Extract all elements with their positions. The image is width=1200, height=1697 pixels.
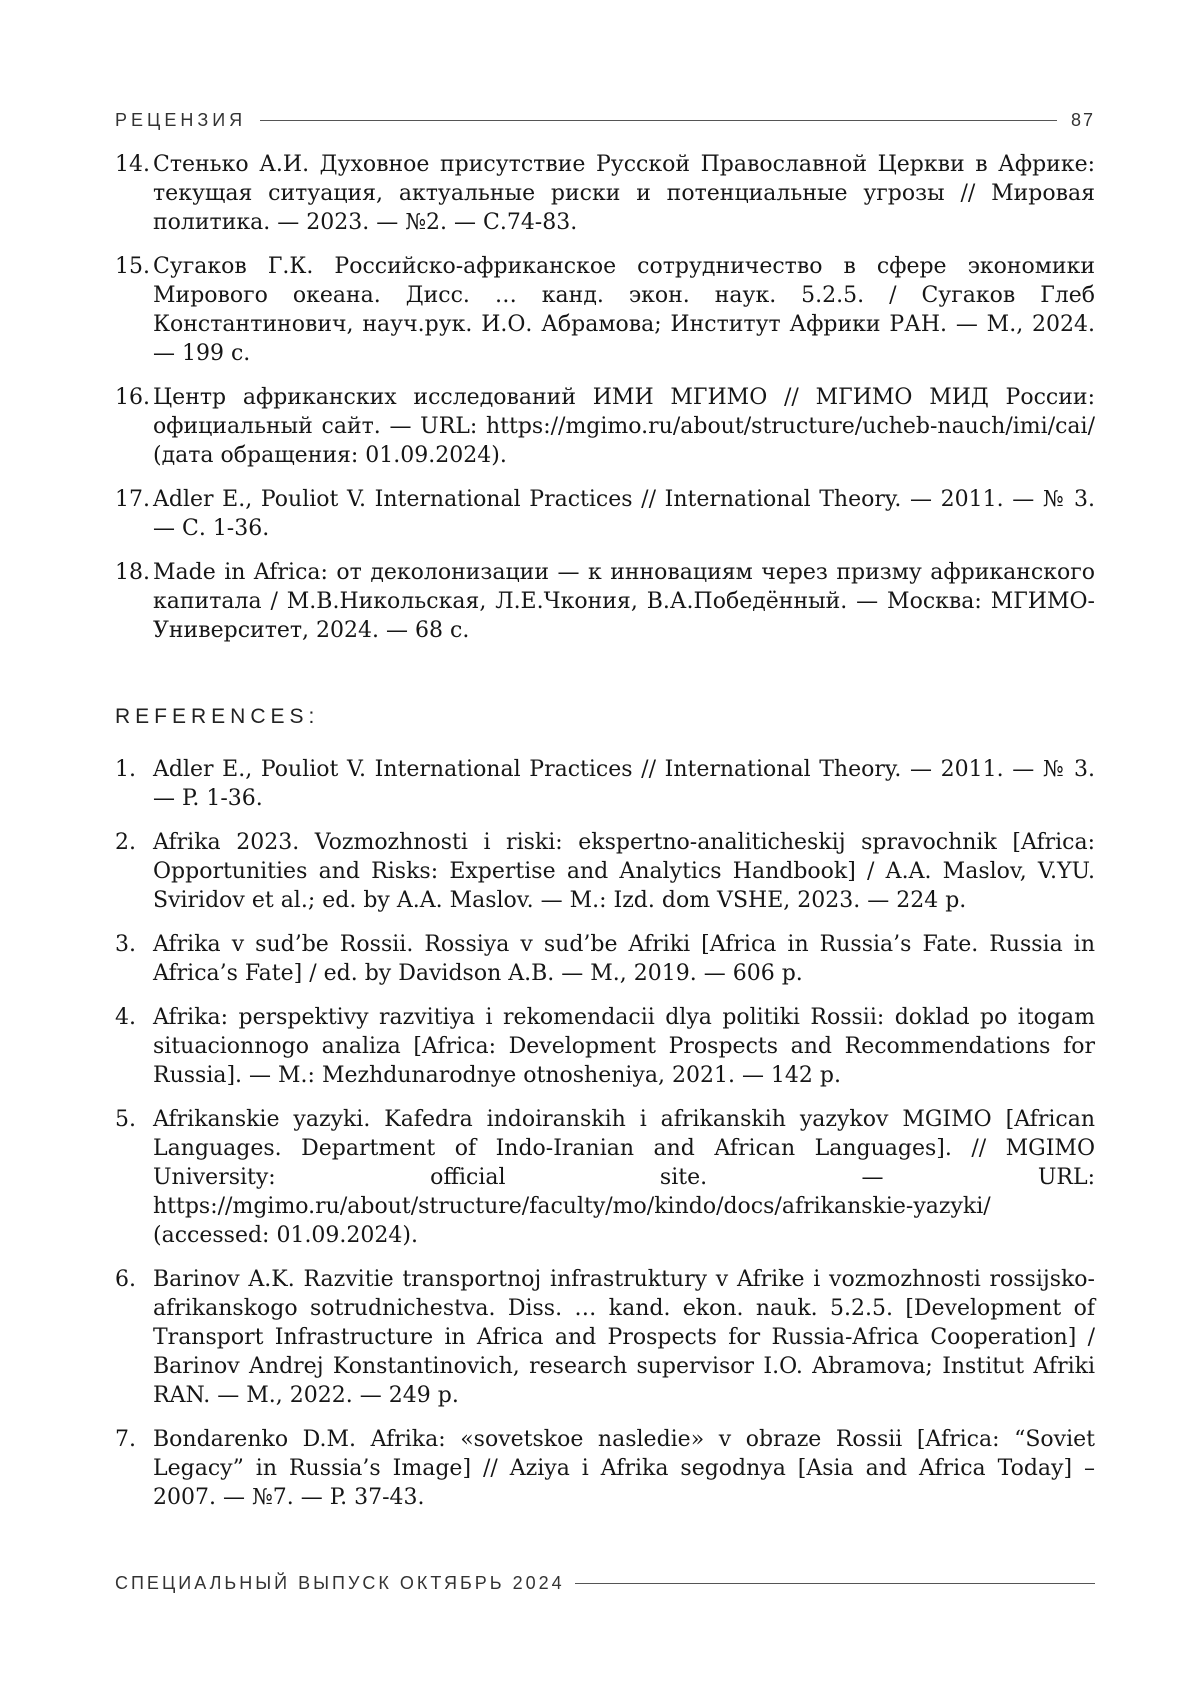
running-footer bbox=[115, 1573, 1095, 1594]
item-text: Made in Africa: от деколонизации — к инновациям через призму африканского капитала / М.В.Никольская, Л.Е.Чкония, В.А.Победённый. — Москва: МГИМО-Университет, 2024. — 68 с. bbox=[153, 560, 1095, 643]
list-item bbox=[115, 252, 1095, 368]
russian-reference-list bbox=[115, 150, 1095, 645]
item-text: Bondarenko D.M. Afrika: «sovetskoe nasledie» v obraze Rossii [Africa: “Soviet Legacy” in Russia’s Image] // Aziya i Afrika segodnya [Asia and Africa Today] – 2007. — №7. — P. 37-43. bbox=[153, 1427, 1095, 1510]
footer-rule bbox=[575, 1583, 1095, 1584]
list-item bbox=[115, 1003, 1095, 1090]
item-text: Сугаков Г.К. Российско-африканское сотрудничество в сфере экономики Мирового океана. Дисс. … канд. экон. наук. 5.2.5. / Сугаков Глеб Константинович, науч.рук. И.О. Абрамова; Институт Африки РАН. — М., 2024. — 199 с. bbox=[153, 254, 1095, 366]
list-item bbox=[115, 558, 1095, 645]
item-number: 2. bbox=[115, 830, 136, 855]
item-text: Afrika v sud’be Rossii. Rossiya v sud’be Afriki [Africa in Russia’s Fate. Russia in Africa’s Fate] / ed. by Davidson A.B. — M., 2019. — 606 p. bbox=[153, 932, 1095, 986]
item-number: 6. bbox=[115, 1267, 136, 1292]
item-number: 5. bbox=[115, 1107, 136, 1132]
list-item bbox=[115, 828, 1095, 915]
item-number: 7. bbox=[115, 1427, 136, 1452]
item-number: 14. bbox=[115, 152, 150, 177]
item-number: 1. bbox=[115, 757, 136, 782]
item-text: Afrika: perspektivy razvitiya i rekomendacii dlya politiki Rossii: doklad po itogam situacionnogo analiza [Africa: Development Prospects and Recommendations for Russia]. — M.: Mezhdunarodnye otnosheniya, 2021. — 142 p. bbox=[153, 1005, 1095, 1088]
item-number: 4. bbox=[115, 1005, 136, 1030]
list-item bbox=[115, 930, 1095, 988]
item-number: 18. bbox=[115, 560, 150, 585]
list-item bbox=[115, 1105, 1095, 1250]
item-number: 3. bbox=[115, 932, 136, 957]
item-text: Afrika 2023. Vozmozhnosti i riski: ekspertno-analiticheskij spravochnik [Africa: Opportunities and Risks: Expertise and Analytics Handbook] / A.A. Maslov, V.YU. Sviridov et al.; ed. by A.A. Maslov. — M.: Izd. dom VSHE, 2023. — 224 p. bbox=[153, 830, 1095, 913]
page-content bbox=[115, 150, 1095, 1527]
page-number: 87 bbox=[1070, 110, 1095, 130]
item-text: Центр африканских исследований ИМИ МГИМО // МГИМО МИД России: официальный сайт. — URL: https://mgimo.ru/about/structure/ucheb-nauch/imi/cai/ (дата обращения: 01.09.2024). bbox=[153, 385, 1095, 468]
running-header bbox=[115, 110, 1095, 131]
references-list bbox=[115, 755, 1095, 1512]
item-text: Barinov A.K. Razvitie transportnoj infrastruktury v Afrike i vozmozhnosti rossijsko-afrikanskogo sotrudnichestva. Diss. … kand. ekon. nauk. 5.2.5. [Development of Transport Infrastructure in Africa and Prospects for Russia-Africa Cooperation] / Barinov Andrej Konstantinovich, research supervisor I.O. Abramova; Institut Afriki RAN. — M., 2022. — 249 p. bbox=[153, 1267, 1095, 1408]
references-heading: REFERENCES: bbox=[115, 705, 320, 728]
item-text: Adler E., Pouliot V. International Practices // International Theory. — 2011. — № 3. — С. 1-36. bbox=[153, 487, 1095, 541]
item-number: 16. bbox=[115, 385, 150, 410]
list-item bbox=[115, 1425, 1095, 1512]
list-item bbox=[115, 485, 1095, 543]
header-rule bbox=[260, 120, 1057, 121]
item-text: Стенько А.И. Духовное присутствие Русской Православной Церкви в Африке: текущая ситуация, актуальные риски и потенциальные угрозы // Мировая политика. — 2023. — №2. — С.74-83. bbox=[153, 152, 1095, 235]
list-item bbox=[115, 383, 1095, 470]
section-label: РЕЦЕНЗИЯ bbox=[115, 110, 247, 130]
item-text: Adler E., Pouliot V. International Practices // International Theory. — 2011. — № 3. — P. 1-36. bbox=[153, 757, 1095, 811]
item-text: Afrikanskie yazyki. Kafedra indoiranskih i afrikanskih yazykov MGIMO [African Languages. Department of Indo-Iranian and African Languages]. // MGIMO University: official site. — URL: https://mgimo.ru/about/structure/faculty/mo/kindo/docs/afrikanskie-yazyki/ (accessed: 01.09.2024). bbox=[153, 1107, 1095, 1248]
item-number: 15. bbox=[115, 254, 150, 279]
list-item bbox=[115, 755, 1095, 813]
list-item bbox=[115, 150, 1095, 237]
item-number: 17. bbox=[115, 487, 150, 512]
issue-label: СПЕЦИАЛЬНЫЙ ВЫПУСК ОКТЯБРЬ 2024 bbox=[115, 1573, 565, 1593]
list-item bbox=[115, 1265, 1095, 1410]
